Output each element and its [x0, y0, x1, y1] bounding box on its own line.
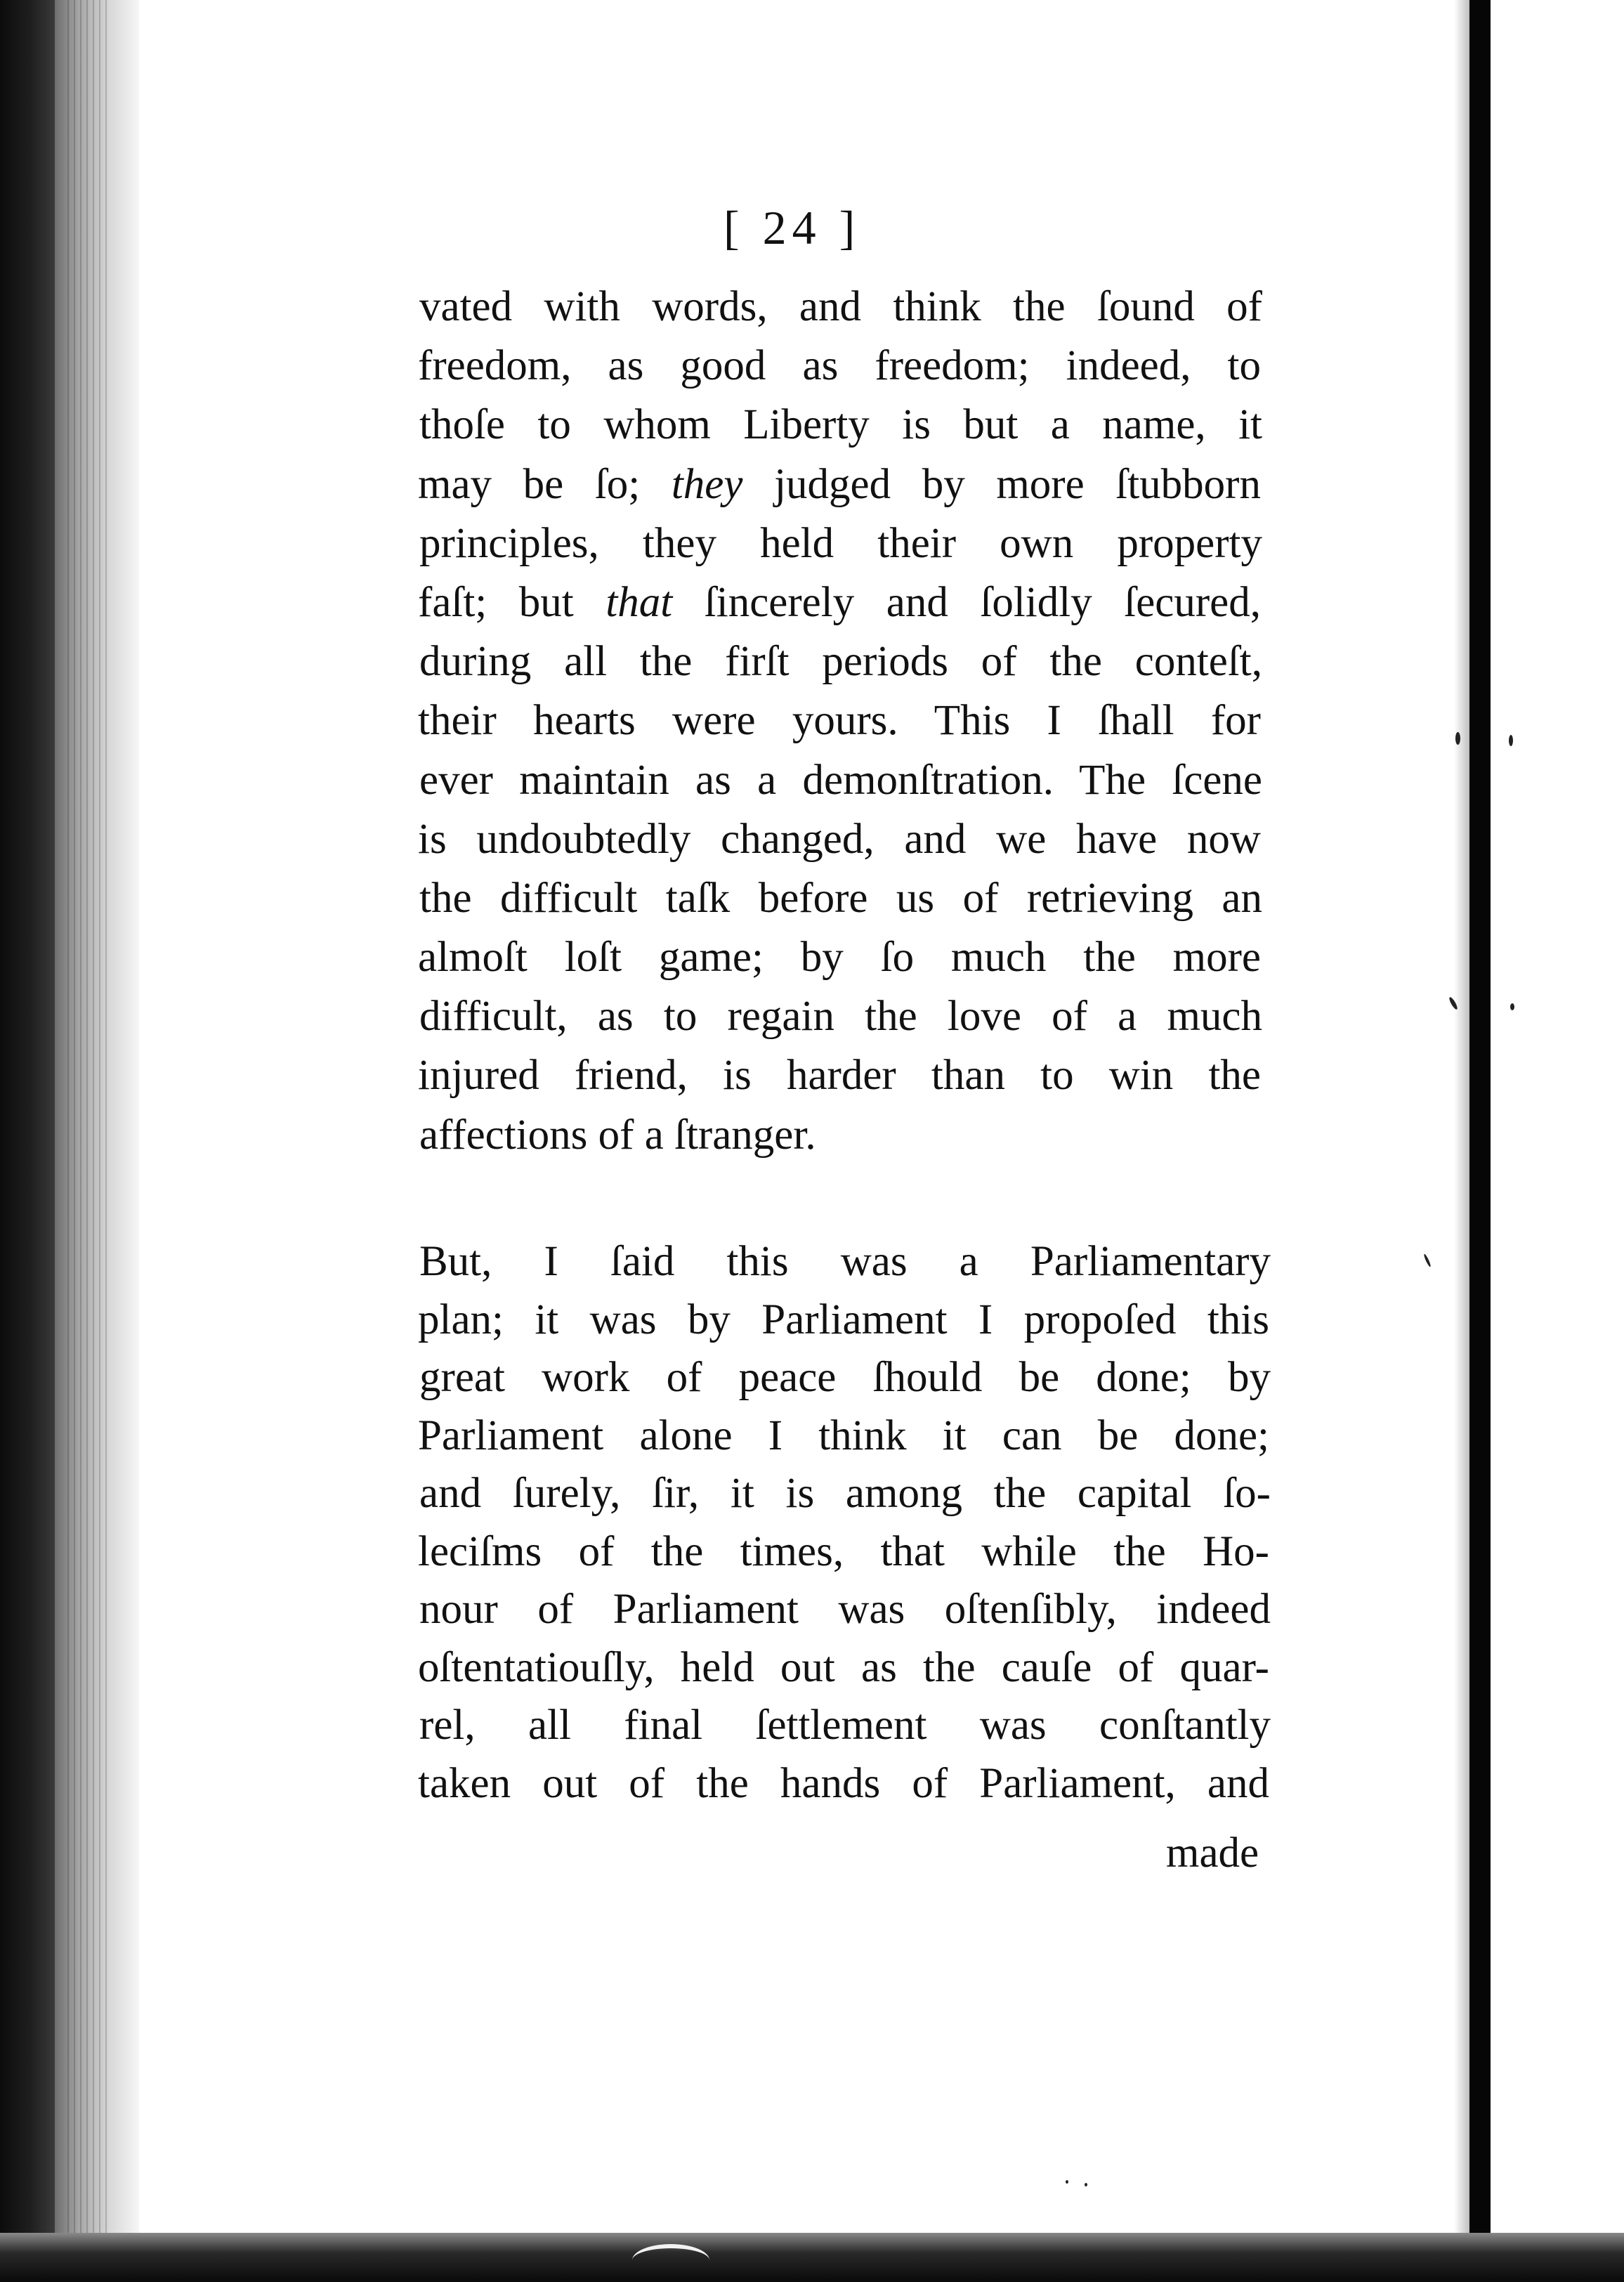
text-line [418, 1046, 1261, 1105]
page-gutter-lines [67, 0, 110, 2282]
text-run: ever maintain as a demonſtration. The ſcene [419, 756, 1262, 804]
text-run: Parliament alone I think it can be done; [418, 1411, 1269, 1459]
text-run: affections of a ſtranger. [419, 1111, 816, 1159]
ink-speck [1510, 1003, 1514, 1010]
text-run: the difficult taſk before us of retrieving an [419, 874, 1262, 922]
text-run: almoſt loſt game; by ſo much the more [418, 934, 1261, 982]
ink-speck [1423, 1253, 1432, 1267]
text-line [419, 1465, 1271, 1523]
text-line [419, 514, 1262, 573]
text-run: rel, all final ſettlement was conſtantly [419, 1702, 1271, 1749]
text-run: oſtentatiouſly, held out as the cauſe of quar- [418, 1643, 1269, 1691]
text-line [419, 1697, 1271, 1755]
text-run: great work of peace ſhould be done; by [419, 1354, 1271, 1401]
text-line [418, 928, 1261, 987]
text-run: their hearts were yours. This I ſhall for [418, 697, 1261, 745]
text-line [418, 1291, 1269, 1350]
text-line [418, 1407, 1269, 1466]
text-run: nour of Parliament was oſtenſibly, indeed [419, 1586, 1271, 1633]
text-run: taken out of the hands of Parliament, and [418, 1759, 1269, 1807]
text-run: is undoubtedly changed, and we have now [418, 815, 1261, 863]
bottom-edge-shadow [0, 2233, 1624, 2282]
text-run: injured friend, is harder than to win the [418, 1052, 1261, 1100]
ink-speck [1455, 732, 1460, 745]
text-run: may be ſo; [418, 460, 672, 508]
text-run: thoſe to whom Liberty is but a name, it [419, 401, 1262, 449]
paragraph [418, 1233, 1269, 1813]
text-run: plan; it was by Parliament I propoſed this [418, 1296, 1269, 1343]
ink-speck [1085, 2183, 1087, 2186]
binding-shadow [1454, 0, 1469, 2248]
text-run: during all the firſt periods of the conteſt, [419, 638, 1262, 686]
text-line [418, 1523, 1269, 1582]
text-line [419, 1233, 1271, 1291]
text-line [418, 455, 1261, 514]
binding-line [1469, 0, 1491, 2248]
text-line [419, 1581, 1271, 1639]
italic-text-run: that [605, 578, 673, 626]
catchword: made [1166, 1830, 1259, 1877]
text-run: freedom, as good as freedom; indeed, to [418, 342, 1261, 390]
text-run: difficult, as to regain the love of a much [419, 993, 1262, 1041]
text-line [418, 573, 1261, 632]
text-line [419, 1349, 1271, 1407]
text-line [418, 691, 1261, 750]
text-line [418, 810, 1261, 869]
text-line [419, 869, 1262, 928]
paragraph [418, 278, 1261, 1165]
text-line [419, 278, 1262, 337]
text-run: faſt; but [418, 578, 606, 626]
page-number: [ 24 ] [723, 201, 861, 254]
book-edge-shadow [0, 0, 55, 2282]
text-run: But, I ſaid this was a Parliamentary [419, 1238, 1271, 1285]
text-line [418, 337, 1261, 396]
text-line [419, 632, 1262, 691]
text-run: principles, they held their own property [419, 519, 1262, 567]
text-line [419, 987, 1262, 1046]
text-run: judged by more ſtubborn [742, 460, 1261, 508]
ink-speck [1066, 2180, 1068, 2184]
text-run: vated with words, and think the ſound of [419, 283, 1262, 330]
text-line [418, 1755, 1269, 1813]
text-run: and ſurely, ſir, it is among the capital ſo- [419, 1470, 1271, 1517]
text-run: ſincerely and ſolidly ſecured, [672, 578, 1261, 626]
text-line [419, 751, 1262, 810]
ink-speck [1509, 735, 1513, 746]
text-line [418, 1639, 1269, 1697]
next-page-sliver [1491, 0, 1624, 2282]
text-line [419, 1106, 1262, 1165]
italic-text-run: they [671, 460, 743, 508]
page-curl-mark [632, 2244, 709, 2276]
text-line [419, 396, 1262, 455]
text-run: leciſms of the times, that while the Ho- [418, 1527, 1269, 1575]
